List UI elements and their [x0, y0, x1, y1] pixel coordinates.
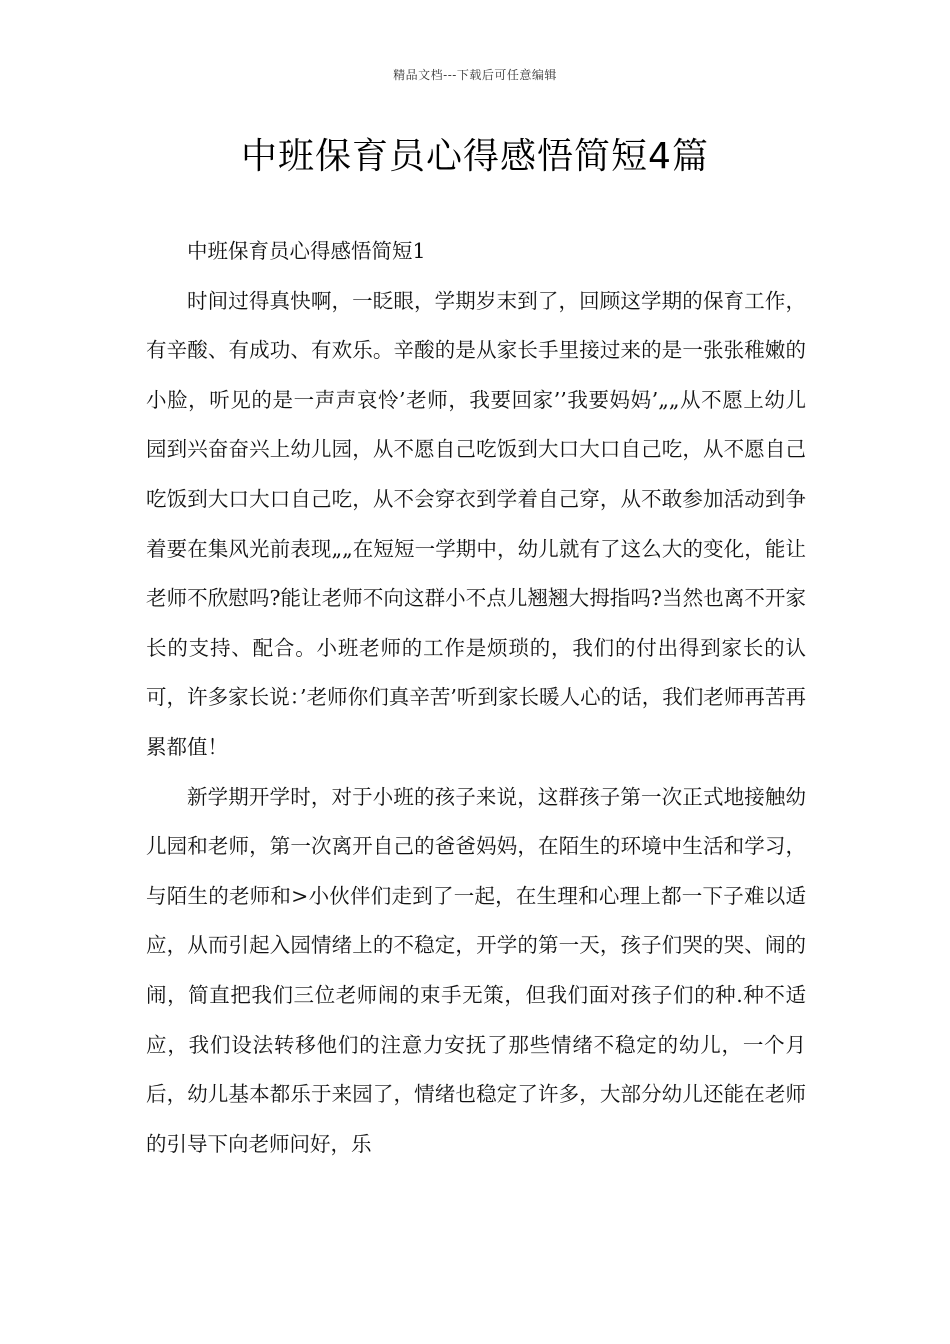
document-title: 中班保育员心得感悟简短4篇: [241, 136, 709, 177]
paragraph: 新学期开学时，对于小班的孩子来说，这群孩子第一次正式地接触幼儿园和老师，第一次离开自己的爸爸妈妈，在陌生的环境中生活和学习，与陌生的老师和>小伙伴们走到了一起，在生理和心理上都一下子难以适应，从而引起入园情绪上的不稳定，开学的第一天，孩子们哭的哭、闹的闹，简直把我们三位老师闹的束手无策，但我们面对孩子们的种.种不适应，我们设法转移他们的注意力安抚了那些情绪不稳定的幼儿，一个月后，幼儿基本都乐于来园了，情绪也稳定了许多，大部分幼儿还能在老师的引导下向老师问好，乐: [146, 784, 806, 1156]
document-body: [146, 227, 806, 1169]
header-note: 精品文档---下载后可任意编辑: [393, 68, 557, 82]
section-heading: 中班保育员心得感悟简短1: [187, 239, 426, 263]
paragraph: 时间过得真快啊，一眨眼，学期岁末到了，回顾这学期的保育工作，有辛酸、有成功、有欢乐。辛酸的是从家长手里接过来的是一张张稚嫩的小脸，听见的是一声声哀怜’老师，我要回家’’我要妈妈’„„从不愿上幼儿园到兴奋奋兴上幼儿园，从不愿自己吃饭到大口大口自己吃，从不愿自己吃饭到大口大口自己吃，从不会穿衣到学着自己穿，从不敢参加活动到争着要在集风光前表现„„在短短一学期中，幼儿就有了这么大的变化，能让老师不欣慰吗?能让老师不向这群小不点儿翘翘大拇指吗?当然也离不开家长的支持、配合。小班老师的工作是烦琐的，我们的付出得到家长的认可，许多家长说：’老师你们真辛苦’听到家长暖人心的话，我们老师再苦再累都值！: [146, 288, 806, 759]
